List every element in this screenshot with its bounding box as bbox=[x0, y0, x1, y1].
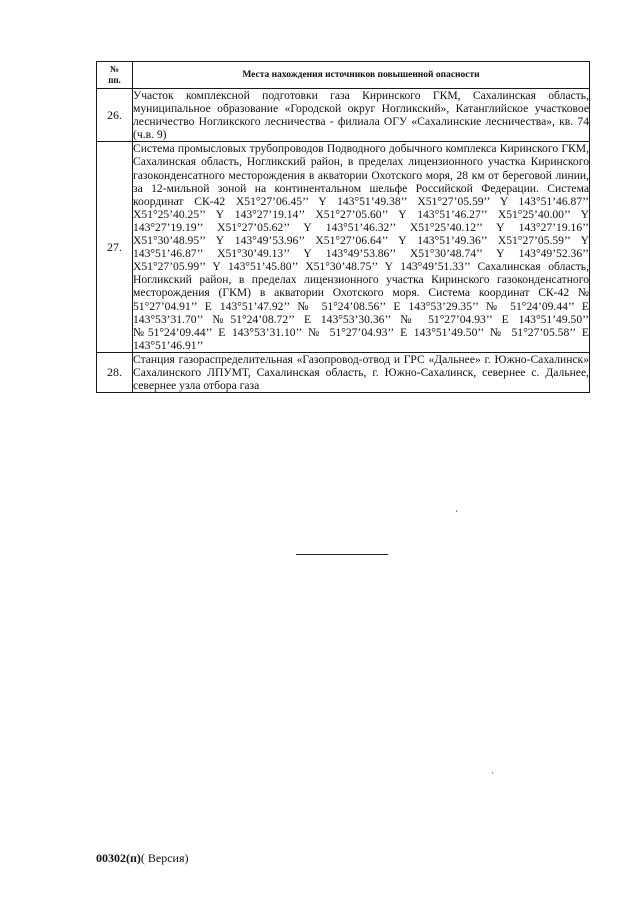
scan-speck bbox=[456, 510, 457, 512]
table-row bbox=[97, 89, 590, 142]
row-number: 26. bbox=[97, 89, 133, 142]
column-header-number bbox=[97, 62, 133, 89]
row-location-text: Станция газораспределительная «Газопровод-отвод и ГРС «Дальнее» г. Южно-Сахалинск» Сахалинского ЛПУМТ, Сахалинская область, г. Южно-Сахалинск, севернее с. Дальнее, севернее узла отбора газа bbox=[133, 352, 589, 393]
document-version: ( Версия) bbox=[140, 851, 189, 865]
document-footer bbox=[96, 851, 189, 866]
table-row bbox=[97, 352, 590, 392]
column-header-number-line2: пп. bbox=[108, 75, 121, 85]
table-header-row bbox=[97, 62, 590, 89]
closing-divider-line bbox=[296, 554, 388, 555]
row-location-text: Система промысловых трубопроводов Подводного добычного комплекса Киринского ГКМ, Сахалинская область, Ногликский район, в пределах лицензионного участка Киринского газоконденсатного месторождения в акватории Охотского моря, 28 км от береговой линии, за 12-мильной зоной на континентальном шельфе Российской Федерации. Система координат СК-42 X51°27’06.45’’ Y 143°51’49.38’’ X51°27’05.59’’ Y 143°51’46.87’’ X51°25’40.25’’ Y 143°27’19.14’’ X51°27’05.60’’ Y 143°51’46.27’’ X51°25’40.00’’ Y 143°27’19.19’’ X51°27’05.62’’ Y 143°51’46.32’’ X51°25’40.12’’ Y 143°27’19.16’’ X51°30’48.95’’ Y 143°49’53.96’’ X51°27’06.64’’ Y 143°51’49.36’’ X51°27’05.59’’ Y 143°51’46.87’’ X51°30’49.13’’ Y 143°49’53.86’’ X51°30’48.74’’ Y 143°49’52.36’’ X51°27’05.99’’ Y 143°51’45.80’’ X51°30’48.75’’ Y 143°49’51.33’’ Сахалинская область, Ногликский район, в пределах лицензионного участка Киринского газоконденсатного месторождения (ГКМ) в акватории Охотского моря. Система координат СК-42 № 51°27’04.91’’ E 143°51’47.92’’ № 51°24’08.56’’ E 143°53’29.35’’ № 51°24’09.44’’ E 143°53’31.70’’ №51°24’08.72’’ E 143°53’30.36’’ № 51°27’04.93’’ E 143°51’49.50’’ №51°24’09.44’’ E 143°53’31.10’’ № 51°27’04.93’’ E 143°51’49.50’’ № 51°27’05.58’’ E 143°51’46.91’’ bbox=[133, 142, 589, 352]
hazard-sources-table bbox=[96, 61, 590, 393]
row-number: 27. bbox=[97, 142, 133, 353]
scan-speck bbox=[492, 772, 494, 774]
row-location-text: Участок комплексной подготовки газа Киринского ГКМ, Сахалинская область, муниципальное образование «Городской округ Ногликский», Катанглийское участковое лесничество Ногликского лесничества - филиала ОГУ «Сахалинские лесничества», кв. 74 (ч.в. 9) bbox=[133, 89, 589, 142]
table-row bbox=[97, 142, 590, 353]
row-number: 28. bbox=[97, 352, 133, 392]
document-code: 00302(п) bbox=[96, 851, 141, 865]
column-header-number-line1: № bbox=[109, 64, 120, 74]
column-header-locations: Места нахождения источников повышенной опасности bbox=[133, 62, 590, 89]
